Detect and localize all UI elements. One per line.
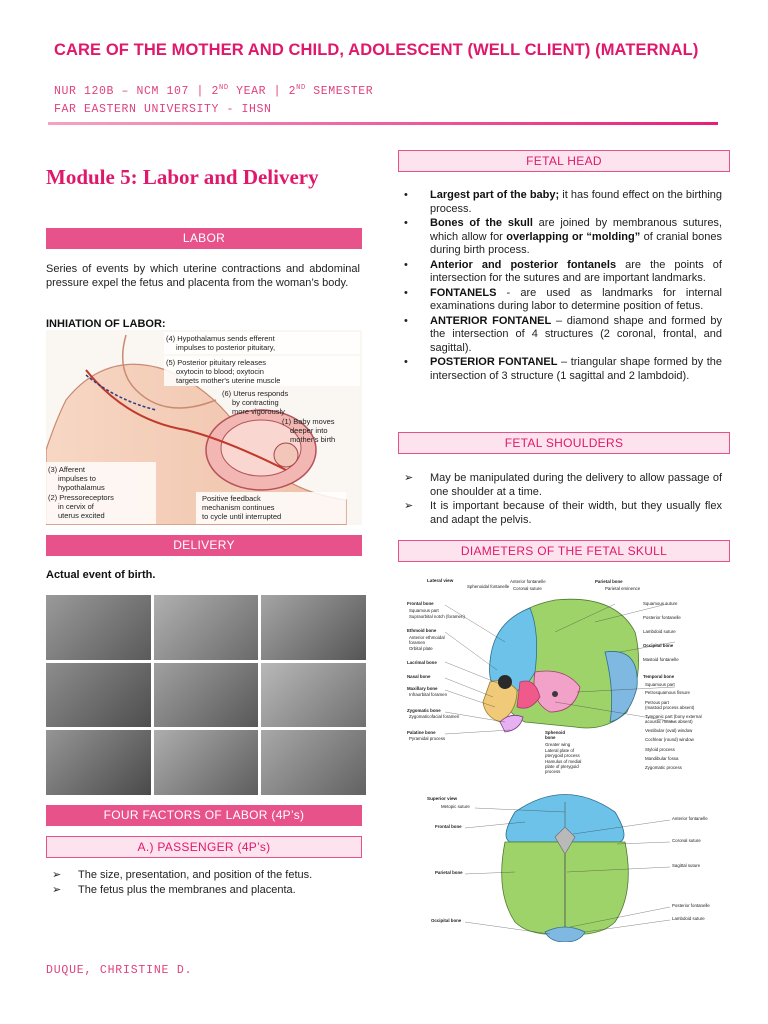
arrow-bullet-icon: ➢: [404, 472, 414, 484]
fetal-head-item-text: it has found effect on the birthing process.: [430, 189, 722, 215]
delivery-section-bar: DELIVERY: [46, 535, 362, 556]
labor-section-bar: LABOR: [46, 228, 362, 249]
author-footer: DUQUE, CHRISTINE D.: [46, 964, 193, 977]
fetal-head-section-bar: FETAL HEAD: [398, 150, 730, 172]
skull-superior-right-labels: [672, 816, 710, 921]
dot-bullet-icon: •: [404, 286, 408, 299]
skull-label: foramen: [409, 640, 426, 645]
skull-label: Parietal bone: [435, 870, 463, 875]
fetal-head-item-bold: Bones of the skull: [430, 217, 533, 229]
figure-label-step-1-cont: deeper into: [290, 426, 328, 435]
fetal-head-item: [398, 287, 722, 314]
school-line: FAR EASTERN UNIVERSITY - IHSN: [54, 103, 272, 116]
figure-label-step-6-cont: by contracting: [232, 398, 279, 407]
skull-label: Vestibular (oval) window: [645, 728, 693, 733]
skull-label: Supraorbital notch (foramen): [409, 614, 465, 619]
fetal-head-item-text: are joined by membranous sutures, which allow for: [430, 217, 722, 243]
fetal-head-list: [398, 189, 722, 384]
fetal-shoulders-item-text: May be manipulated during the delivery to allow passage of one shoulder at a time.: [430, 472, 722, 498]
delivery-photo: [46, 663, 151, 728]
fetal-head-item: [398, 356, 722, 383]
delivery-photo: [154, 595, 259, 660]
delivery-photo: [46, 595, 151, 660]
skull-lateral-title: Lateral view: [427, 578, 454, 583]
skull-label: Parietal eminence: [605, 586, 641, 591]
figure-label-step-2-cont: in cervix of: [58, 502, 94, 511]
year-superscript: ND: [219, 84, 229, 92]
fetal-skull-svg: [405, 572, 730, 942]
fetal-head-item-bold: Anterior and posterior fontanels: [430, 258, 617, 271]
skull-superior-left-labels: [431, 804, 470, 923]
skull-label: Ethmoid bone: [407, 628, 437, 633]
delivery-definition: Actual event of birth.: [46, 569, 156, 581]
skull-label: Sphenoidal fontanelle: [467, 584, 510, 589]
fetal-shoulders-item: [398, 472, 722, 499]
skull-label: Greater wing: [545, 742, 571, 747]
fetal-head-item-bold: Largest part of the baby;: [430, 189, 560, 201]
leader-line: [445, 632, 497, 670]
ear-canal-shape: [552, 691, 558, 697]
passenger-item: [46, 884, 362, 898]
skull-label: Lacrimal bone: [407, 660, 437, 665]
dot-bullet-icon: •: [404, 356, 408, 368]
leader-line: [445, 678, 493, 697]
header-divider: [48, 122, 718, 125]
figure-label-feedback-cont: mechanism continues: [202, 503, 275, 512]
dot-bullet-icon: •: [404, 258, 408, 271]
fetal-head-item-text: – diamond shape and formed by the intersection of 4 structures (2 coronal, frontal, and sagittal).: [430, 314, 722, 354]
figure-label-step-1-cont2: mother's birth: [290, 435, 336, 444]
skull-label: Lambdoid suture: [643, 629, 676, 634]
four-factors-section-bar: FOUR FACTORS OF LABOR (4P’s): [46, 805, 362, 826]
fetal-head-item-bold-2: overlapping or “molding”: [506, 230, 641, 243]
skull-label: Zygomaticofacial foramen: [409, 714, 460, 719]
occipital-bone-superior-shape: [545, 927, 585, 942]
figure-label-feedback: Positive feedback: [202, 494, 261, 503]
skull-label: process: [545, 769, 561, 774]
skull-label: Palatine bone: [407, 730, 436, 735]
fetal-shoulders-section-bar: FETAL SHOULDERS: [398, 432, 730, 454]
arrow-bullet-icon: ➢: [52, 883, 62, 896]
fetal-skull-figure: [405, 572, 730, 942]
skull-label: Coronal suture: [513, 586, 542, 591]
leader-line: [445, 605, 505, 642]
skull-label: Metopic suture: [441, 804, 470, 809]
arrow-bullet-icon: ➢: [404, 500, 414, 512]
skull-label: Squamous part: [645, 682, 675, 687]
skull-label: Maxillary bone: [407, 686, 438, 691]
initiation-label: INHIATION OF LABOR:: [46, 318, 166, 330]
labor-diagram-svg: [46, 330, 362, 525]
dot-bullet-icon: •: [404, 217, 408, 229]
delivery-photo: [261, 595, 366, 660]
figure-label-step-2: (2) Pressoreceptors: [48, 493, 114, 502]
skull-label: (mastoid process absent): [645, 705, 695, 710]
skull-label: Squamous suture: [643, 601, 678, 606]
passenger-list: [46, 869, 362, 898]
dot-bullet-icon: •: [404, 314, 408, 327]
skull-right-labels: [643, 601, 702, 770]
skull-label: Styloid process: [645, 747, 675, 752]
figure-label-step-3-cont: impulses to: [58, 474, 96, 483]
semester-superscript: ND: [296, 84, 306, 92]
semester-text: SEMESTER: [305, 84, 374, 98]
skull-label: Posterior fontanelle: [672, 903, 710, 908]
skull-label: Nasal bone: [407, 674, 431, 679]
skull-label: Petrosquamous fissure: [645, 690, 690, 695]
skull-label: acoustic meatus absent): [645, 719, 693, 724]
fetal-shoulders-list: [398, 472, 722, 528]
passenger-item-text: The size, presentation, and position of the fetus.: [78, 869, 313, 881]
skull-label: plate of pterygoid: [545, 764, 579, 769]
skull-superior-title: Superior view: [427, 796, 458, 801]
figure-label-feedback-cont2: to cycle until interrupted: [202, 512, 282, 521]
delivery-photo: [261, 663, 366, 728]
right-parietal-bone-shape: [565, 842, 628, 935]
fetal-head-item-text: - are used as landmarks for internal examinations during labor to determine position of fetus.: [430, 286, 722, 312]
figure-label-step-4-cont: impulses to posterior pituitary,: [176, 343, 276, 352]
fetal-head-item: [398, 189, 722, 216]
skull-label: Pyramidal process: [409, 736, 446, 741]
initiation-of-labor-figure: [46, 330, 362, 525]
skull-label: Frontal bone: [435, 824, 462, 829]
figure-label-step-6-cont2: more vigorously: [232, 407, 285, 416]
fetal-head-item-text: – triangular shape formed by the intersection of 3 structure (1 sagittal and 2 lambdoid).: [430, 356, 722, 382]
figure-label-step-6: (6) Uterus responds: [222, 389, 289, 398]
course-line: [54, 84, 373, 98]
skull-label: Frontal bone: [407, 601, 434, 606]
document-title: CARE OF THE MOTHER AND CHILD, ADOLESCENT (WELL CLIENT) (MATERNAL): [54, 41, 699, 59]
fetal-head-item: [398, 217, 722, 258]
skull-label: Parietal bone: [595, 579, 623, 584]
labor-definition: Series of events by which uterine contractions and abdominal pressure expel the fetus and placenta from the woman’s body.: [46, 263, 360, 289]
figure-label-step-1: (1) Baby moves: [282, 417, 335, 426]
skull-label: Infraorbital foramen: [409, 692, 448, 697]
figure-label-step-2-cont2: uterus excited: [58, 511, 105, 520]
fetal-head-shape: [274, 443, 298, 467]
skull-label: Occipital bone: [643, 643, 674, 648]
skull-label: Temporal bone: [643, 674, 675, 679]
skull-label: Squamous part: [409, 608, 439, 613]
skull-label: Sphenoid: [545, 730, 566, 735]
skull-sphenoid-labels: [545, 730, 581, 774]
fetal-head-item-bold: POSTERIOR FONTANEL: [430, 356, 558, 368]
fetal-head-item-bold: ANTERIOR FONTANEL: [430, 314, 552, 327]
skull-label: bone: [545, 735, 556, 740]
figure-label-step-5: (5) Posterior pituitary releases: [166, 358, 267, 367]
fetal-head-item-bold: FONTANELS: [430, 286, 497, 299]
skull-label: Lambdoid suture: [672, 916, 705, 921]
passenger-item-text: The fetus plus the membranes and placenta.: [78, 883, 296, 896]
superior-skull: [502, 795, 629, 943]
module-title: Module 5: Labor and Delivery: [46, 165, 319, 189]
skull-label: Anterior fontanelle: [510, 579, 546, 584]
skull-label: Mandibular fossa: [645, 756, 679, 761]
orbit-shape: [498, 675, 512, 689]
skull-label: Orbital plate: [409, 646, 433, 651]
skull-left-labels: [407, 601, 465, 741]
delivery-photo: [154, 663, 259, 728]
skull-label: Coronal suture: [672, 838, 701, 843]
delivery-photo: [261, 730, 366, 795]
skull-top-labels: [467, 579, 641, 591]
leader-line: [445, 730, 510, 734]
delivery-photo: [46, 730, 151, 795]
skull-label: Hamulus of medial: [545, 759, 582, 764]
skull-label: Posterior fontanelle: [643, 615, 681, 620]
year-text: YEAR | 2: [228, 84, 297, 98]
figure-label-step-3: (3) Afferent: [48, 465, 85, 474]
fetal-head-item-text: are the points of intersection for the sutures and are important landmarks.: [430, 258, 722, 284]
passenger-item: [46, 869, 362, 883]
figure-label-step-4: (4) Hypothalamus sends efferent: [166, 334, 275, 343]
fetal-head-item: [398, 315, 722, 356]
skull-label: Zygomatic process: [645, 765, 682, 770]
skull-label: Sagittal suture: [672, 863, 701, 868]
skull-label: Tympanic part (bony external: [645, 714, 702, 719]
passenger-subsection-bar: A.) PASSENGER (4P’s): [46, 836, 362, 858]
skull-label: Anterior ethmoidal: [409, 635, 445, 640]
diameters-section-bar: DIAMETERS OF THE FETAL SKULL: [398, 540, 730, 562]
fetal-head-item-text-2: of cranial bones during birth process.: [430, 230, 722, 256]
skull-label: Petrous part: [645, 700, 669, 705]
skull-label: Occipital bone: [431, 918, 462, 923]
skull-label: Mastoid fontanelle: [643, 657, 679, 662]
delivery-photo-grid: [46, 595, 366, 795]
course-prefix: NUR 120B – NCM 107 | 2: [54, 84, 220, 98]
skull-label: Zygomatic bone: [407, 708, 441, 713]
fetal-shoulders-item-text: It is important because of their width, but they usually flex and adapt the pelvis.: [430, 500, 722, 526]
skull-label: Cochlear (round) window: [645, 737, 694, 742]
figure-label-step-5-cont: oxytocin to blood; oxytocin: [176, 367, 264, 376]
arrow-bullet-icon: ➢: [52, 869, 62, 881]
figure-label-step-3-cont2: hypothalamus: [58, 483, 105, 492]
skull-label: Anterior fontanelle: [672, 816, 708, 821]
figure-label-step-5-cont2: targets mother's uterine muscle: [176, 376, 281, 385]
fetal-head-item: [398, 259, 722, 286]
left-parietal-bone-shape: [502, 842, 565, 935]
delivery-photo: [154, 730, 259, 795]
skull-label: Lateral plate of: [545, 748, 575, 753]
fetal-shoulders-item: [398, 500, 722, 527]
dot-bullet-icon: •: [404, 189, 408, 201]
skull-label: pterygoid process: [545, 753, 580, 758]
